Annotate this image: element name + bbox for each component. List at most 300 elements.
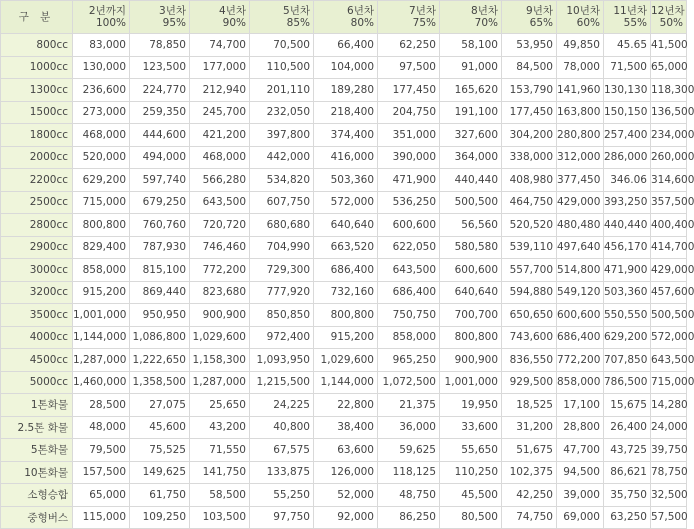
- row-label: 소형승합: [1, 484, 73, 507]
- table-cell: 97,750: [250, 506, 314, 529]
- table-cell: 109,250: [130, 506, 190, 529]
- table-cell: 102,375: [502, 461, 557, 484]
- table-cell: 915,200: [73, 281, 130, 304]
- table-cell: 32,500: [651, 484, 687, 507]
- table-cell: 1,029,600: [314, 349, 378, 372]
- table-cell: 746,460: [190, 236, 250, 259]
- table-cell: 38,400: [314, 416, 378, 439]
- table-cell: 69,000: [557, 506, 604, 529]
- row-label: 4500cc: [1, 349, 73, 372]
- column-rate-label: 75%: [412, 17, 436, 29]
- row-label: 1500cc: [1, 101, 73, 124]
- table-row: [1, 439, 687, 462]
- table-cell: 212,940: [190, 79, 250, 102]
- table-cell: 58,500: [190, 484, 250, 507]
- row-label: 2000cc: [1, 146, 73, 169]
- table-cell: 503,360: [604, 281, 651, 304]
- table-cell: 965,250: [378, 349, 440, 372]
- table-row: [1, 56, 687, 79]
- table-row: [1, 236, 687, 259]
- column-rate-label: 85%: [286, 17, 310, 29]
- table-row: [1, 191, 687, 214]
- table-cell: 429,000: [651, 259, 687, 282]
- table-cell: 104,000: [314, 56, 378, 79]
- table-cell: 177,000: [190, 56, 250, 79]
- table-cell: 86,621: [604, 461, 651, 484]
- table-cell: 457,600: [651, 281, 687, 304]
- column-period-label: 4년차: [219, 5, 246, 17]
- table-cell: 760,760: [130, 214, 190, 237]
- column-header: [130, 1, 190, 34]
- table-cell: 836,550: [502, 349, 557, 372]
- table-cell: 732,160: [314, 281, 378, 304]
- table-cell: 149,625: [130, 461, 190, 484]
- row-label: 2800cc: [1, 214, 73, 237]
- table-cell: 28,800: [557, 416, 604, 439]
- column-header: [190, 1, 250, 34]
- column-period-label: 6년차: [347, 5, 374, 17]
- column-header: [378, 1, 440, 34]
- table-cell: 557,700: [502, 259, 557, 282]
- table-cell: 800,800: [73, 214, 130, 237]
- table-cell: 232,050: [250, 101, 314, 124]
- table-cell: 1,001,000: [73, 304, 130, 327]
- table-cell: 393,250: [604, 191, 651, 214]
- table-cell: 858,000: [557, 371, 604, 394]
- table-cell: 177,450: [502, 101, 557, 124]
- table-cell: 643,500: [651, 349, 687, 372]
- table-cell: 110,250: [440, 461, 502, 484]
- table-cell: 900,900: [440, 349, 502, 372]
- table-cell: 594,880: [502, 281, 557, 304]
- table-cell: 24,225: [250, 394, 314, 417]
- table-cell: 234,000: [651, 124, 687, 147]
- table-cell: 45,500: [440, 484, 502, 507]
- table-cell: 224,770: [130, 79, 190, 102]
- table-cell: 312,000: [557, 146, 604, 169]
- row-label: 2200cc: [1, 169, 73, 192]
- table-cell: 680,680: [250, 214, 314, 237]
- row-label: 1300cc: [1, 79, 73, 102]
- table-cell: 327,600: [440, 124, 502, 147]
- row-label: 3500cc: [1, 304, 73, 327]
- table-cell: 21,375: [378, 394, 440, 417]
- table-row: [1, 349, 687, 372]
- table-row: [1, 461, 687, 484]
- table-cell: 700,700: [440, 304, 502, 327]
- table-cell: 55,650: [440, 439, 502, 462]
- header-row: [1, 1, 687, 34]
- table-cell: 110,500: [250, 56, 314, 79]
- table-cell: 390,000: [378, 146, 440, 169]
- table-cell: 245,700: [190, 101, 250, 124]
- table-cell: 79,500: [73, 439, 130, 462]
- table-cell: 1,001,000: [440, 371, 502, 394]
- table-cell: 177,450: [378, 79, 440, 102]
- table-cell: 704,990: [250, 236, 314, 259]
- table-cell: 86,250: [378, 506, 440, 529]
- table-row: [1, 79, 687, 102]
- table-cell: 56,560: [440, 214, 502, 237]
- table-cell: 442,000: [250, 146, 314, 169]
- table-row: [1, 394, 687, 417]
- table-cell: 444,600: [130, 124, 190, 147]
- table-cell: 338,000: [502, 146, 557, 169]
- table-cell: 414,700: [651, 236, 687, 259]
- table-cell: 800,800: [314, 304, 378, 327]
- table-cell: 204,750: [378, 101, 440, 124]
- table-cell: 550,550: [604, 304, 651, 327]
- table-cell: 536,250: [378, 191, 440, 214]
- table-cell: 357,500: [651, 191, 687, 214]
- table-cell: 440,440: [604, 214, 651, 237]
- table-cell: 715,000: [651, 371, 687, 394]
- table-cell: 97,500: [378, 56, 440, 79]
- row-label: 2.5톤 화물: [1, 416, 73, 439]
- table-cell: 707,850: [604, 349, 651, 372]
- table-cell: 103,500: [190, 506, 250, 529]
- table-cell: 468,000: [73, 124, 130, 147]
- table-cell: 377,450: [557, 169, 604, 192]
- table-cell: 480,480: [557, 214, 604, 237]
- table-cell: 150,150: [604, 101, 651, 124]
- table-cell: 1,222,650: [130, 349, 190, 372]
- table-cell: 640,640: [314, 214, 378, 237]
- table-cell: 63,600: [314, 439, 378, 462]
- table-cell: 400,400: [651, 214, 687, 237]
- column-header: [440, 1, 502, 34]
- table-cell: 42,250: [502, 484, 557, 507]
- table-cell: 679,250: [130, 191, 190, 214]
- table-cell: 494,000: [130, 146, 190, 169]
- column-period-label: 7년차: [409, 5, 436, 17]
- table-cell: 622,050: [378, 236, 440, 259]
- table-cell: 464,750: [502, 191, 557, 214]
- table-cell: 566,280: [190, 169, 250, 192]
- table-cell: 729,300: [250, 259, 314, 282]
- table-cell: 600,600: [378, 214, 440, 237]
- table-cell: 534,820: [250, 169, 314, 192]
- table-cell: 397,800: [250, 124, 314, 147]
- table-cell: 78,750: [651, 461, 687, 484]
- table-cell: 823,680: [190, 281, 250, 304]
- table-header: [1, 1, 687, 34]
- table-cell: 189,280: [314, 79, 378, 102]
- table-cell: 126,000: [314, 461, 378, 484]
- table-cell: 141,960: [557, 79, 604, 102]
- table-cell: 351,000: [378, 124, 440, 147]
- table-cell: 787,930: [130, 236, 190, 259]
- table-cell: 503,360: [314, 169, 378, 192]
- column-period-label: 8년차: [471, 5, 498, 17]
- table-row: [1, 281, 687, 304]
- table-cell: 53,950: [502, 34, 557, 57]
- table-cell: 743,600: [502, 326, 557, 349]
- table-cell: 36,000: [378, 416, 440, 439]
- table-row: [1, 259, 687, 282]
- column-period-label: 9년차: [526, 5, 553, 17]
- table-cell: 1,072,500: [378, 371, 440, 394]
- table-cell: 63,250: [604, 506, 651, 529]
- table-cell: 686,400: [378, 281, 440, 304]
- table-cell: 75,525: [130, 439, 190, 462]
- table-cell: 48,750: [378, 484, 440, 507]
- column-rate-label: 55%: [623, 17, 647, 29]
- row-label: 중형버스: [1, 506, 73, 529]
- table-cell: 572,000: [651, 326, 687, 349]
- table-cell: 24,000: [651, 416, 687, 439]
- row-label: 3200cc: [1, 281, 73, 304]
- table-cell: 850,850: [250, 304, 314, 327]
- table-cell: 118,125: [378, 461, 440, 484]
- row-label: 1톤화물: [1, 394, 73, 417]
- table-cell: 304,200: [502, 124, 557, 147]
- row-label: 5000cc: [1, 371, 73, 394]
- table-cell: 259,350: [130, 101, 190, 124]
- table-cell: 440,440: [440, 169, 502, 192]
- table-cell: 118,300: [651, 79, 687, 102]
- table-cell: 915,200: [314, 326, 378, 349]
- table-cell: 815,100: [130, 259, 190, 282]
- column-rate-label: 100%: [95, 17, 126, 29]
- table-cell: 45.65: [604, 34, 651, 57]
- column-period-label: 10년차: [566, 5, 600, 17]
- table-cell: 22,800: [314, 394, 378, 417]
- column-header: [557, 1, 604, 34]
- table-cell: 39,000: [557, 484, 604, 507]
- table-cell: 500,500: [440, 191, 502, 214]
- table-cell: 1,029,600: [190, 326, 250, 349]
- table-cell: 45,600: [130, 416, 190, 439]
- table-cell: 1,158,300: [190, 349, 250, 372]
- table-cell: 600,600: [557, 304, 604, 327]
- table-cell: 829,400: [73, 236, 130, 259]
- row-label: 1000cc: [1, 56, 73, 79]
- table-cell: 650,650: [502, 304, 557, 327]
- table-cell: 1,215,500: [250, 371, 314, 394]
- table-cell: 346.06: [604, 169, 651, 192]
- row-label: 5톤화물: [1, 439, 73, 462]
- table-cell: 772,200: [190, 259, 250, 282]
- row-label: 4000cc: [1, 326, 73, 349]
- table-row: [1, 34, 687, 57]
- table-cell: 163,800: [557, 101, 604, 124]
- table-cell: 65,000: [651, 56, 687, 79]
- table-cell: 972,400: [250, 326, 314, 349]
- table-cell: 1,086,800: [130, 326, 190, 349]
- table-cell: 520,000: [73, 146, 130, 169]
- table-cell: 49,850: [557, 34, 604, 57]
- row-label: 3000cc: [1, 259, 73, 282]
- table-cell: 514,800: [557, 259, 604, 282]
- table-cell: 26,400: [604, 416, 651, 439]
- table-cell: 663,520: [314, 236, 378, 259]
- table-cell: 51,675: [502, 439, 557, 462]
- column-header: [651, 1, 687, 34]
- row-label: 1800cc: [1, 124, 73, 147]
- table-cell: 14,280: [651, 394, 687, 417]
- table-cell: 66,400: [314, 34, 378, 57]
- row-label: 800cc: [1, 34, 73, 57]
- table-cell: 62,250: [378, 34, 440, 57]
- table-cell: 18,525: [502, 394, 557, 417]
- table-cell: 78,000: [557, 56, 604, 79]
- table-cell: 115,000: [73, 506, 130, 529]
- table-cell: 1,460,000: [73, 371, 130, 394]
- table-cell: 39,750: [651, 439, 687, 462]
- table-cell: 218,400: [314, 101, 378, 124]
- table-cell: 364,000: [440, 146, 502, 169]
- table-cell: 52,000: [314, 484, 378, 507]
- table-cell: 74,700: [190, 34, 250, 57]
- row-label: 10톤화물: [1, 461, 73, 484]
- table-cell: 133,875: [250, 461, 314, 484]
- column-rate-label: 60%: [576, 17, 600, 29]
- table-cell: 640,640: [440, 281, 502, 304]
- table-row: [1, 506, 687, 529]
- table-cell: 471,900: [604, 259, 651, 282]
- table-row: [1, 124, 687, 147]
- row-label: 2900cc: [1, 236, 73, 259]
- table-cell: 1,144,000: [314, 371, 378, 394]
- column-period-label: 3년차: [159, 5, 186, 17]
- table-cell: 92,000: [314, 506, 378, 529]
- table-cell: 772,200: [557, 349, 604, 372]
- table-cell: 950,950: [130, 304, 190, 327]
- column-period-label: 2년까지: [88, 5, 126, 17]
- table-cell: 600,600: [440, 259, 502, 282]
- table-cell: 539,110: [502, 236, 557, 259]
- table-cell: 777,920: [250, 281, 314, 304]
- table-row: [1, 146, 687, 169]
- table-cell: 40,800: [250, 416, 314, 439]
- table-cell: 800,800: [440, 326, 502, 349]
- table-cell: 17,100: [557, 394, 604, 417]
- row-label: 2500cc: [1, 191, 73, 214]
- table-cell: 280,800: [557, 124, 604, 147]
- table-cell: 25,650: [190, 394, 250, 417]
- table-cell: 456,170: [604, 236, 651, 259]
- table-cell: 191,100: [440, 101, 502, 124]
- table-cell: 629,200: [604, 326, 651, 349]
- table-cell: 55,250: [250, 484, 314, 507]
- table-cell: 153,790: [502, 79, 557, 102]
- column-rate-label: 50%: [659, 17, 683, 29]
- table-cell: 260,000: [651, 146, 687, 169]
- table-cell: 750,750: [378, 304, 440, 327]
- table-cell: 43,725: [604, 439, 651, 462]
- table-cell: 900,900: [190, 304, 250, 327]
- column-rate-label: 70%: [474, 17, 498, 29]
- table-cell: 607,750: [250, 191, 314, 214]
- table-cell: 123,500: [130, 56, 190, 79]
- table-cell: 1,144,000: [73, 326, 130, 349]
- table-cell: 33,600: [440, 416, 502, 439]
- column-header: [502, 1, 557, 34]
- table-cell: 572,000: [314, 191, 378, 214]
- column-header: [314, 1, 378, 34]
- table-cell: 720,720: [190, 214, 250, 237]
- table-row: [1, 326, 687, 349]
- table-cell: 429,000: [557, 191, 604, 214]
- corner-header: 구 분: [1, 1, 73, 34]
- column-period-label: 5년차: [283, 5, 310, 17]
- table-row: [1, 371, 687, 394]
- table-cell: 61,750: [130, 484, 190, 507]
- table-cell: 273,000: [73, 101, 130, 124]
- column-rate-label: 80%: [350, 17, 374, 29]
- table-cell: 471,900: [378, 169, 440, 192]
- table-cell: 1,358,500: [130, 371, 190, 394]
- table-cell: 786,500: [604, 371, 651, 394]
- table-cell: 94,500: [557, 461, 604, 484]
- table-cell: 67,575: [250, 439, 314, 462]
- table-cell: 236,600: [73, 79, 130, 102]
- table-cell: 500,500: [651, 304, 687, 327]
- table-cell: 141,750: [190, 461, 250, 484]
- table-cell: 1,287,000: [190, 371, 250, 394]
- table-cell: 47,700: [557, 439, 604, 462]
- table-cell: 91,000: [440, 56, 502, 79]
- table-cell: 74,750: [502, 506, 557, 529]
- table-cell: 84,500: [502, 56, 557, 79]
- table-cell: 165,620: [440, 79, 502, 102]
- table-cell: 286,000: [604, 146, 651, 169]
- table-body: [1, 34, 694, 529]
- table-cell: 1,287,000: [73, 349, 130, 372]
- table-cell: 70,500: [250, 34, 314, 57]
- table-cell: 858,000: [73, 259, 130, 282]
- table-cell: 130,130: [604, 79, 651, 102]
- table-cell: 201,110: [250, 79, 314, 102]
- table-cell: 71,500: [604, 56, 651, 79]
- column-rate-label: 90%: [222, 17, 246, 29]
- table-cell: 130,000: [73, 56, 130, 79]
- table-cell: 31,200: [502, 416, 557, 439]
- table-cell: 549,120: [557, 281, 604, 304]
- table-cell: 629,200: [73, 169, 130, 192]
- table-row: [1, 169, 687, 192]
- table-cell: 15,675: [604, 394, 651, 417]
- table-cell: 421,200: [190, 124, 250, 147]
- table-cell: 257,400: [604, 124, 651, 147]
- table-cell: 27,075: [130, 394, 190, 417]
- table-cell: 58,100: [440, 34, 502, 57]
- table-cell: 136,500: [651, 101, 687, 124]
- table-cell: 374,400: [314, 124, 378, 147]
- table-cell: 416,000: [314, 146, 378, 169]
- column-rate-label: 65%: [529, 17, 553, 29]
- table-cell: 597,740: [130, 169, 190, 192]
- table-cell: 28,500: [73, 394, 130, 417]
- table-row: [1, 101, 687, 124]
- table-row: [1, 304, 687, 327]
- table-cell: 580,580: [440, 236, 502, 259]
- table-cell: 520,520: [502, 214, 557, 237]
- column-rate-label: 95%: [162, 17, 186, 29]
- table-cell: 408,980: [502, 169, 557, 192]
- table-cell: 43,200: [190, 416, 250, 439]
- table-cell: 57,500: [651, 506, 687, 529]
- table-cell: 686,400: [314, 259, 378, 282]
- table-cell: 869,440: [130, 281, 190, 304]
- table-cell: 686,400: [557, 326, 604, 349]
- table-cell: 715,000: [73, 191, 130, 214]
- table-row: [1, 484, 687, 507]
- column-header: [604, 1, 651, 34]
- table-cell: 497,640: [557, 236, 604, 259]
- table-cell: 65,000: [73, 484, 130, 507]
